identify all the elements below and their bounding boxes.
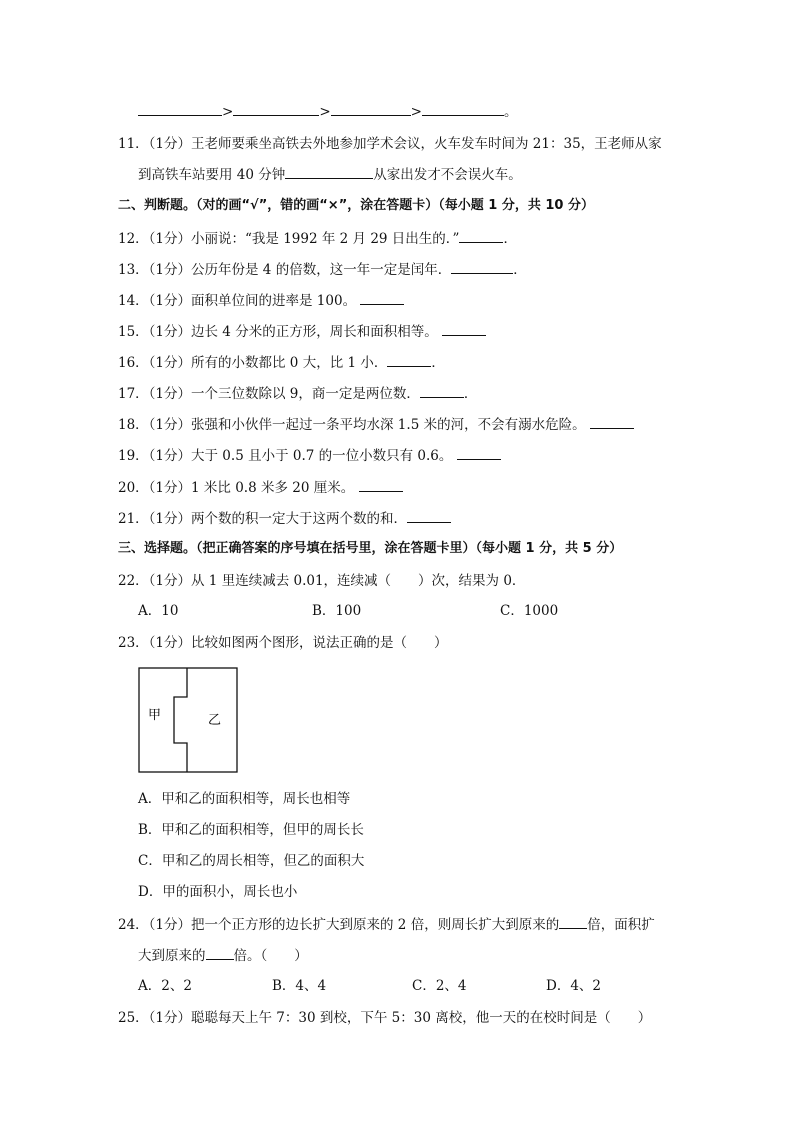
answer-blank[interactable] (407, 508, 451, 523)
answer-blank[interactable] (451, 259, 513, 274)
q24-text-b: 倍，面积扩 (587, 917, 655, 933)
answer-blank[interactable] (233, 101, 319, 116)
q13 (118, 259, 527, 280)
q21-text: 21．（1分）两个数的积一定大于这两个数的和． (118, 511, 408, 527)
section2-title: 二、判断题。（对的画“√”，错的画“×”，涂在答题卡）（每小题 1 分，共 10 分） (118, 198, 594, 213)
q13-text: 13．（1分）公历年份是 4 的倍数，这一年一定是闰年． (118, 262, 452, 278)
q16 (118, 352, 445, 373)
answer-blank[interactable] (331, 101, 411, 116)
q12-text: 12．（1分）小丽说：“我是 1992 年 2 月 29 日出生的．” (118, 231, 460, 247)
q13-end: ． (513, 262, 527, 278)
q11-line2 (138, 164, 522, 185)
answer-blank[interactable] (420, 383, 464, 398)
q24-line2 (138, 945, 308, 966)
q11-text-after: 从家出发才不会误火车。 (373, 167, 522, 183)
q17-text: 17．（1分）一个三位数除以 9，商一定是两位数． (118, 386, 420, 402)
q10-ordering-line (138, 101, 517, 122)
answer-blank[interactable] (442, 321, 486, 336)
q20 (118, 477, 403, 498)
q23-figure (138, 667, 238, 773)
q23-option-b[interactable]: B．甲和乙的面积相等，但甲的周长长 (138, 822, 364, 838)
gt-sign: > (410, 104, 422, 120)
q24-option-a[interactable]: A．2、2 (138, 978, 192, 994)
q23-option-a[interactable]: A．甲和乙的面积相等，周长也相等 (138, 791, 351, 807)
q16-end: ． (431, 355, 445, 371)
q24-text-d: 倍。（ ） (233, 948, 308, 964)
q12-end: ． (503, 231, 517, 247)
q24-option-c[interactable]: C．2、4 (412, 978, 467, 994)
q20-text: 20．（1分）1 米比 0.8 米多 20 厘米。 (118, 480, 355, 496)
q10-end-mark: 。 (503, 104, 518, 120)
q23-option-d[interactable]: D．甲的面积小，周长也小 (138, 884, 298, 900)
q23-option-c[interactable]: C．甲和乙的周长相等，但乙的面积大 (138, 853, 365, 869)
answer-blank[interactable] (422, 101, 504, 116)
answer-blank[interactable] (360, 290, 404, 305)
q21 (118, 508, 451, 529)
answer-blank[interactable] (387, 352, 431, 367)
gt-sign: > (222, 104, 234, 120)
q24-option-b[interactable]: B．4、4 (272, 978, 327, 994)
q24-text-c: 大到原来的 (138, 948, 206, 964)
q17 (118, 383, 477, 404)
q14-text: 14．（1分）面积单位间的进率是 100。 (118, 293, 357, 309)
q23-text: 23．（1分）比较如图两个图形，说法正确的是（ ） (118, 635, 448, 651)
figure-divider-line (174, 668, 187, 772)
q19 (118, 445, 501, 466)
q11-line1: 11．（1分）王老师要乘坐高铁去外地参加学术会议，火车发车时间为 21：35，王老师从家 (118, 136, 662, 152)
q17-end: ． (463, 386, 478, 402)
gt-sign: > (319, 104, 331, 120)
q16-text: 16．（1分）所有的小数都比 0 大，比 1 小． (118, 355, 388, 371)
q11-text-before: 到高铁车站要用 40 分钟 (138, 167, 286, 183)
figure-label-yi: 乙 (208, 713, 222, 728)
q15-text: 15．（1分）边长 4 分米的正方形，周长和面积相等。 (118, 324, 438, 340)
answer-blank[interactable] (285, 164, 373, 179)
q25-text: 25．（1分）聪聪每天上午 7：30 到校，下午 5：30 离校，他一天的在校时间是（ ） (118, 1010, 652, 1026)
answer-blank[interactable] (457, 445, 501, 460)
q22-option-b[interactable]: B．100 (312, 603, 362, 619)
q18 (118, 414, 634, 435)
q24-text-a: 24．（1分）把一个正方形的边长扩大到原来的 2 倍，则周长扩大到原来的 (118, 917, 560, 933)
q19-text: 19．（1分）大于 0.5 且小于 0.7 的一位小数只有 0.6。 (118, 448, 453, 464)
answer-blank[interactable] (206, 945, 234, 960)
q22-text: 22．（1分）从 1 里连续减去 0.01，连续减（ ）次，结果为 0． (118, 573, 526, 589)
q22-option-c[interactable]: C．1000 (500, 603, 559, 619)
q24-line1 (118, 914, 655, 935)
section3-title: 三、选择题。（把正确答案的序号填在括号里，涂在答题卡里）（每小题 1 分，共 5 分） (118, 541, 623, 556)
answer-blank[interactable] (559, 914, 587, 929)
q24-option-d[interactable]: D．4、2 (546, 978, 602, 994)
q22-option-a[interactable]: A．10 (138, 603, 179, 619)
q15 (118, 321, 486, 342)
q18-text: 18．（1分）张强和小伙伴一起过一条平均水深 1.5 米的河，不会有溺水危险。 (118, 417, 586, 433)
answer-blank[interactable] (590, 414, 634, 429)
answer-blank[interactable] (359, 477, 403, 492)
answer-blank[interactable] (138, 101, 222, 116)
q14 (118, 290, 404, 311)
q12 (118, 228, 517, 249)
figure-label-jia: 甲 (148, 708, 162, 723)
answer-blank[interactable] (459, 228, 503, 243)
